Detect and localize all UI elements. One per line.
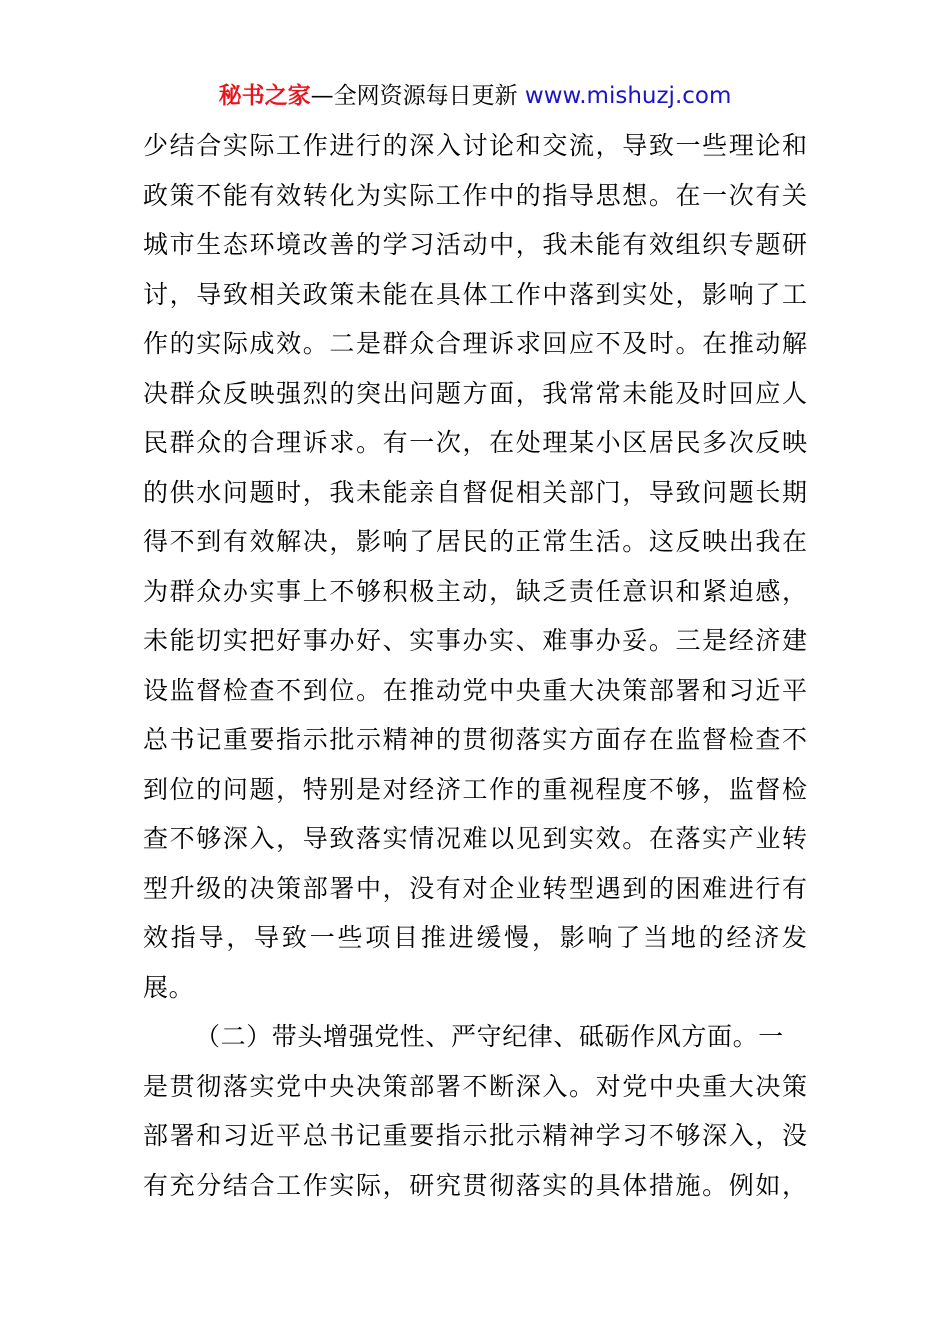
- body-line: 得不到有效解决，影响了居民的正常生活。这反映出我在: [143, 527, 807, 556]
- header-brand: 秘书之家: [218, 83, 311, 109]
- body-line: 为群众办实事上不够积极主动，缺乏责任意识和紧迫感，: [143, 576, 807, 606]
- body-line: 少结合实际工作进行的深入讨论和交流，导致一些理论和: [143, 131, 807, 160]
- body-line: 总书记重要指示批示精神的贯彻落实方面存在监督检查不: [143, 725, 807, 754]
- body-line: 未能切实把好事办好、实事办实、难事办妥。三是经济建: [143, 626, 807, 655]
- body-line: 政策不能有效转化为实际工作中的指导思想。在一次有关: [143, 180, 807, 210]
- page-header: [0, 80, 950, 112]
- body-line: 作的实际成效。二是群众合理诉求回应不及时。在推动解: [143, 329, 807, 358]
- body-line: 城市生态环境改善的学习活动中，我未能有效组织专题研: [143, 230, 807, 259]
- body-line: 的供水问题时，我未能亲自督促相关部门，导致问题长期: [143, 477, 807, 507]
- header-url-link[interactable]: www.mishuzj.com: [524, 83, 732, 109]
- document-body: [143, 121, 807, 1210]
- body-line: 到位的问题，特别是对经济工作的重视程度不够，监督检: [143, 774, 807, 804]
- body-line-paragraph-end: 展。: [143, 972, 195, 1002]
- body-line: 型升级的决策部署中，没有对企业转型遇到的困难进行有: [143, 873, 807, 903]
- body-line: 效指导，导致一些项目推进缓慢，影响了当地的经济发: [143, 923, 807, 952]
- body-line: 有充分结合工作实际，研究贯彻落实的具体措施。例如，: [143, 1170, 807, 1200]
- body-line: 是贯彻落实党中央决策部署不断深入。对党中央重大决策: [143, 1071, 807, 1101]
- body-line: 民群众的合理诉求。有一次，在处理某小区居民多次反映: [143, 428, 807, 457]
- body-line: 查不够深入，导致落实情况难以见到实效。在落实产业转: [143, 824, 807, 853]
- body-line: 部署和习近平总书记重要指示批示精神学习不够深入，没: [143, 1121, 807, 1150]
- body-line: 设监督检查不到位。在推动党中央重大决策部署和习近平: [143, 675, 807, 705]
- body-line: 讨，导致相关政策未能在具体工作中落到实处，影响了工: [143, 279, 807, 309]
- section-heading-line: （二）带头增强党性、严守纪律、砥砺作风方面。一: [195, 1022, 784, 1051]
- header-tagline: —全网资源每日更新: [310, 83, 518, 109]
- body-line: 决群众反映强烈的突出问题方面，我常常未能及时回应人: [143, 378, 807, 408]
